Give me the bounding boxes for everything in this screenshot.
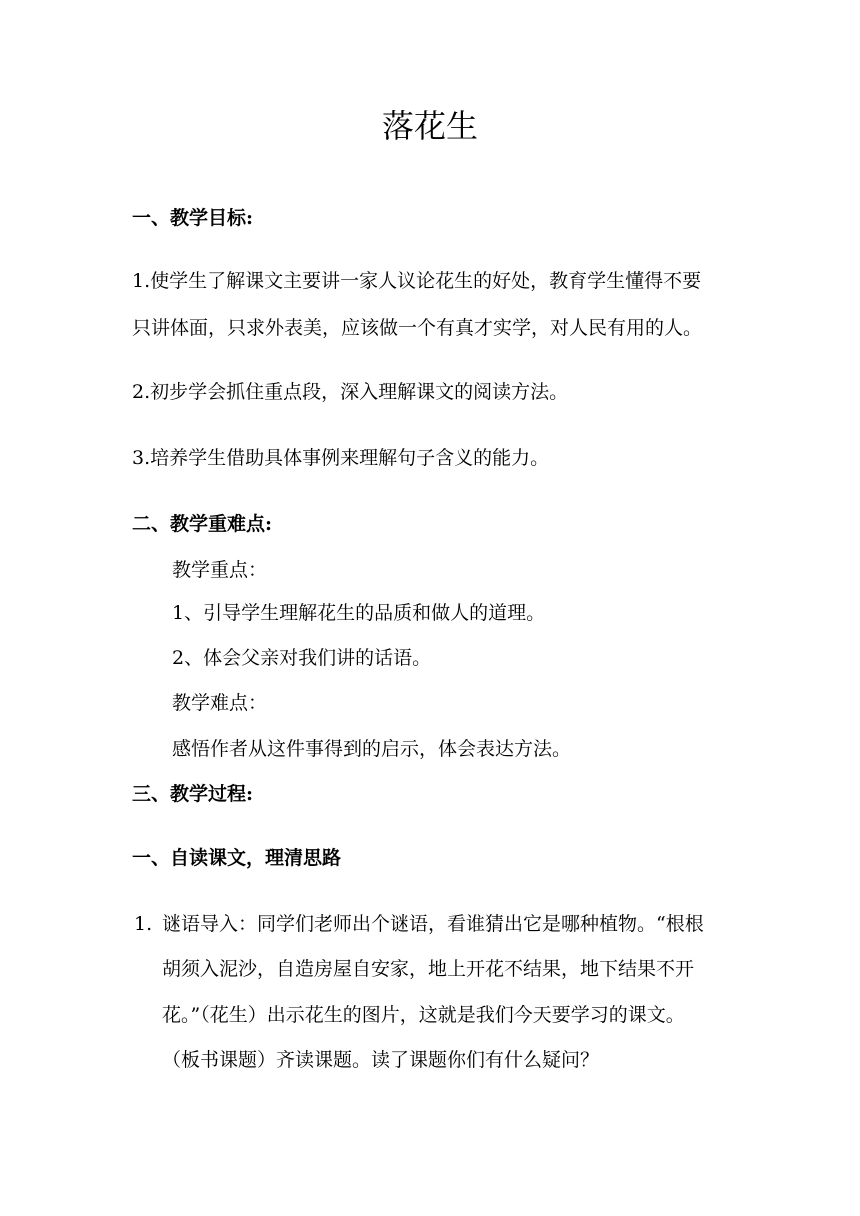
goal-2: 2.初步学会抓住重点段，深入理解课文的阅读方法。 (132, 381, 569, 403)
section-heading-key-points: 二、教学重难点: (132, 513, 273, 535)
list-item-line-2: 胡须入泥沙，自造房屋自安家，地上开花不结果，地下结果不开 (162, 958, 695, 980)
difficulty-1: 感悟作者从这件事得到的启示，体会表达方法。 (172, 738, 572, 760)
sub-heading-self-reading: 一、自读课文，理清思路 (132, 847, 342, 869)
section-heading-goals: 一、教学目标: (132, 207, 254, 229)
key-points-label: 教学重点： (172, 559, 268, 581)
document-title: 落花生 (381, 107, 478, 145)
list-item-line-3: 花。”（花生）出示花生的图片，这就是我们今天要学习的课文。 (162, 1004, 685, 1026)
section-heading-process: 三、教学过程: (132, 783, 254, 805)
key-point-1: 1、引导学生理解花生的品质和做人的道理。 (172, 602, 546, 624)
difficulty-label: 教学难点： (172, 692, 268, 714)
list-item-number: 1. (134, 913, 153, 935)
key-point-2: 2、体会父亲对我们讲的话语。 (172, 647, 432, 669)
goal-1-line-1: 1.使学生了解课文主要讲一家人议论花生的好处，教育学生懂得不要 (132, 270, 702, 292)
list-item-line-1: 谜语导入：同学们老师出个谜语，看谁猜出它是哪种植物。“根根 (162, 913, 704, 935)
goal-1-line-2: 只讲体面，只求外表美，应该做一个有真才实学，对人民有用的人。 (132, 317, 703, 339)
list-item-line-4: （板书课题）齐读课题。读了课题你们有什么疑问？ (162, 1049, 600, 1071)
goal-3: 3.培养学生借助具体事例来理解句子含义的能力。 (132, 447, 550, 469)
